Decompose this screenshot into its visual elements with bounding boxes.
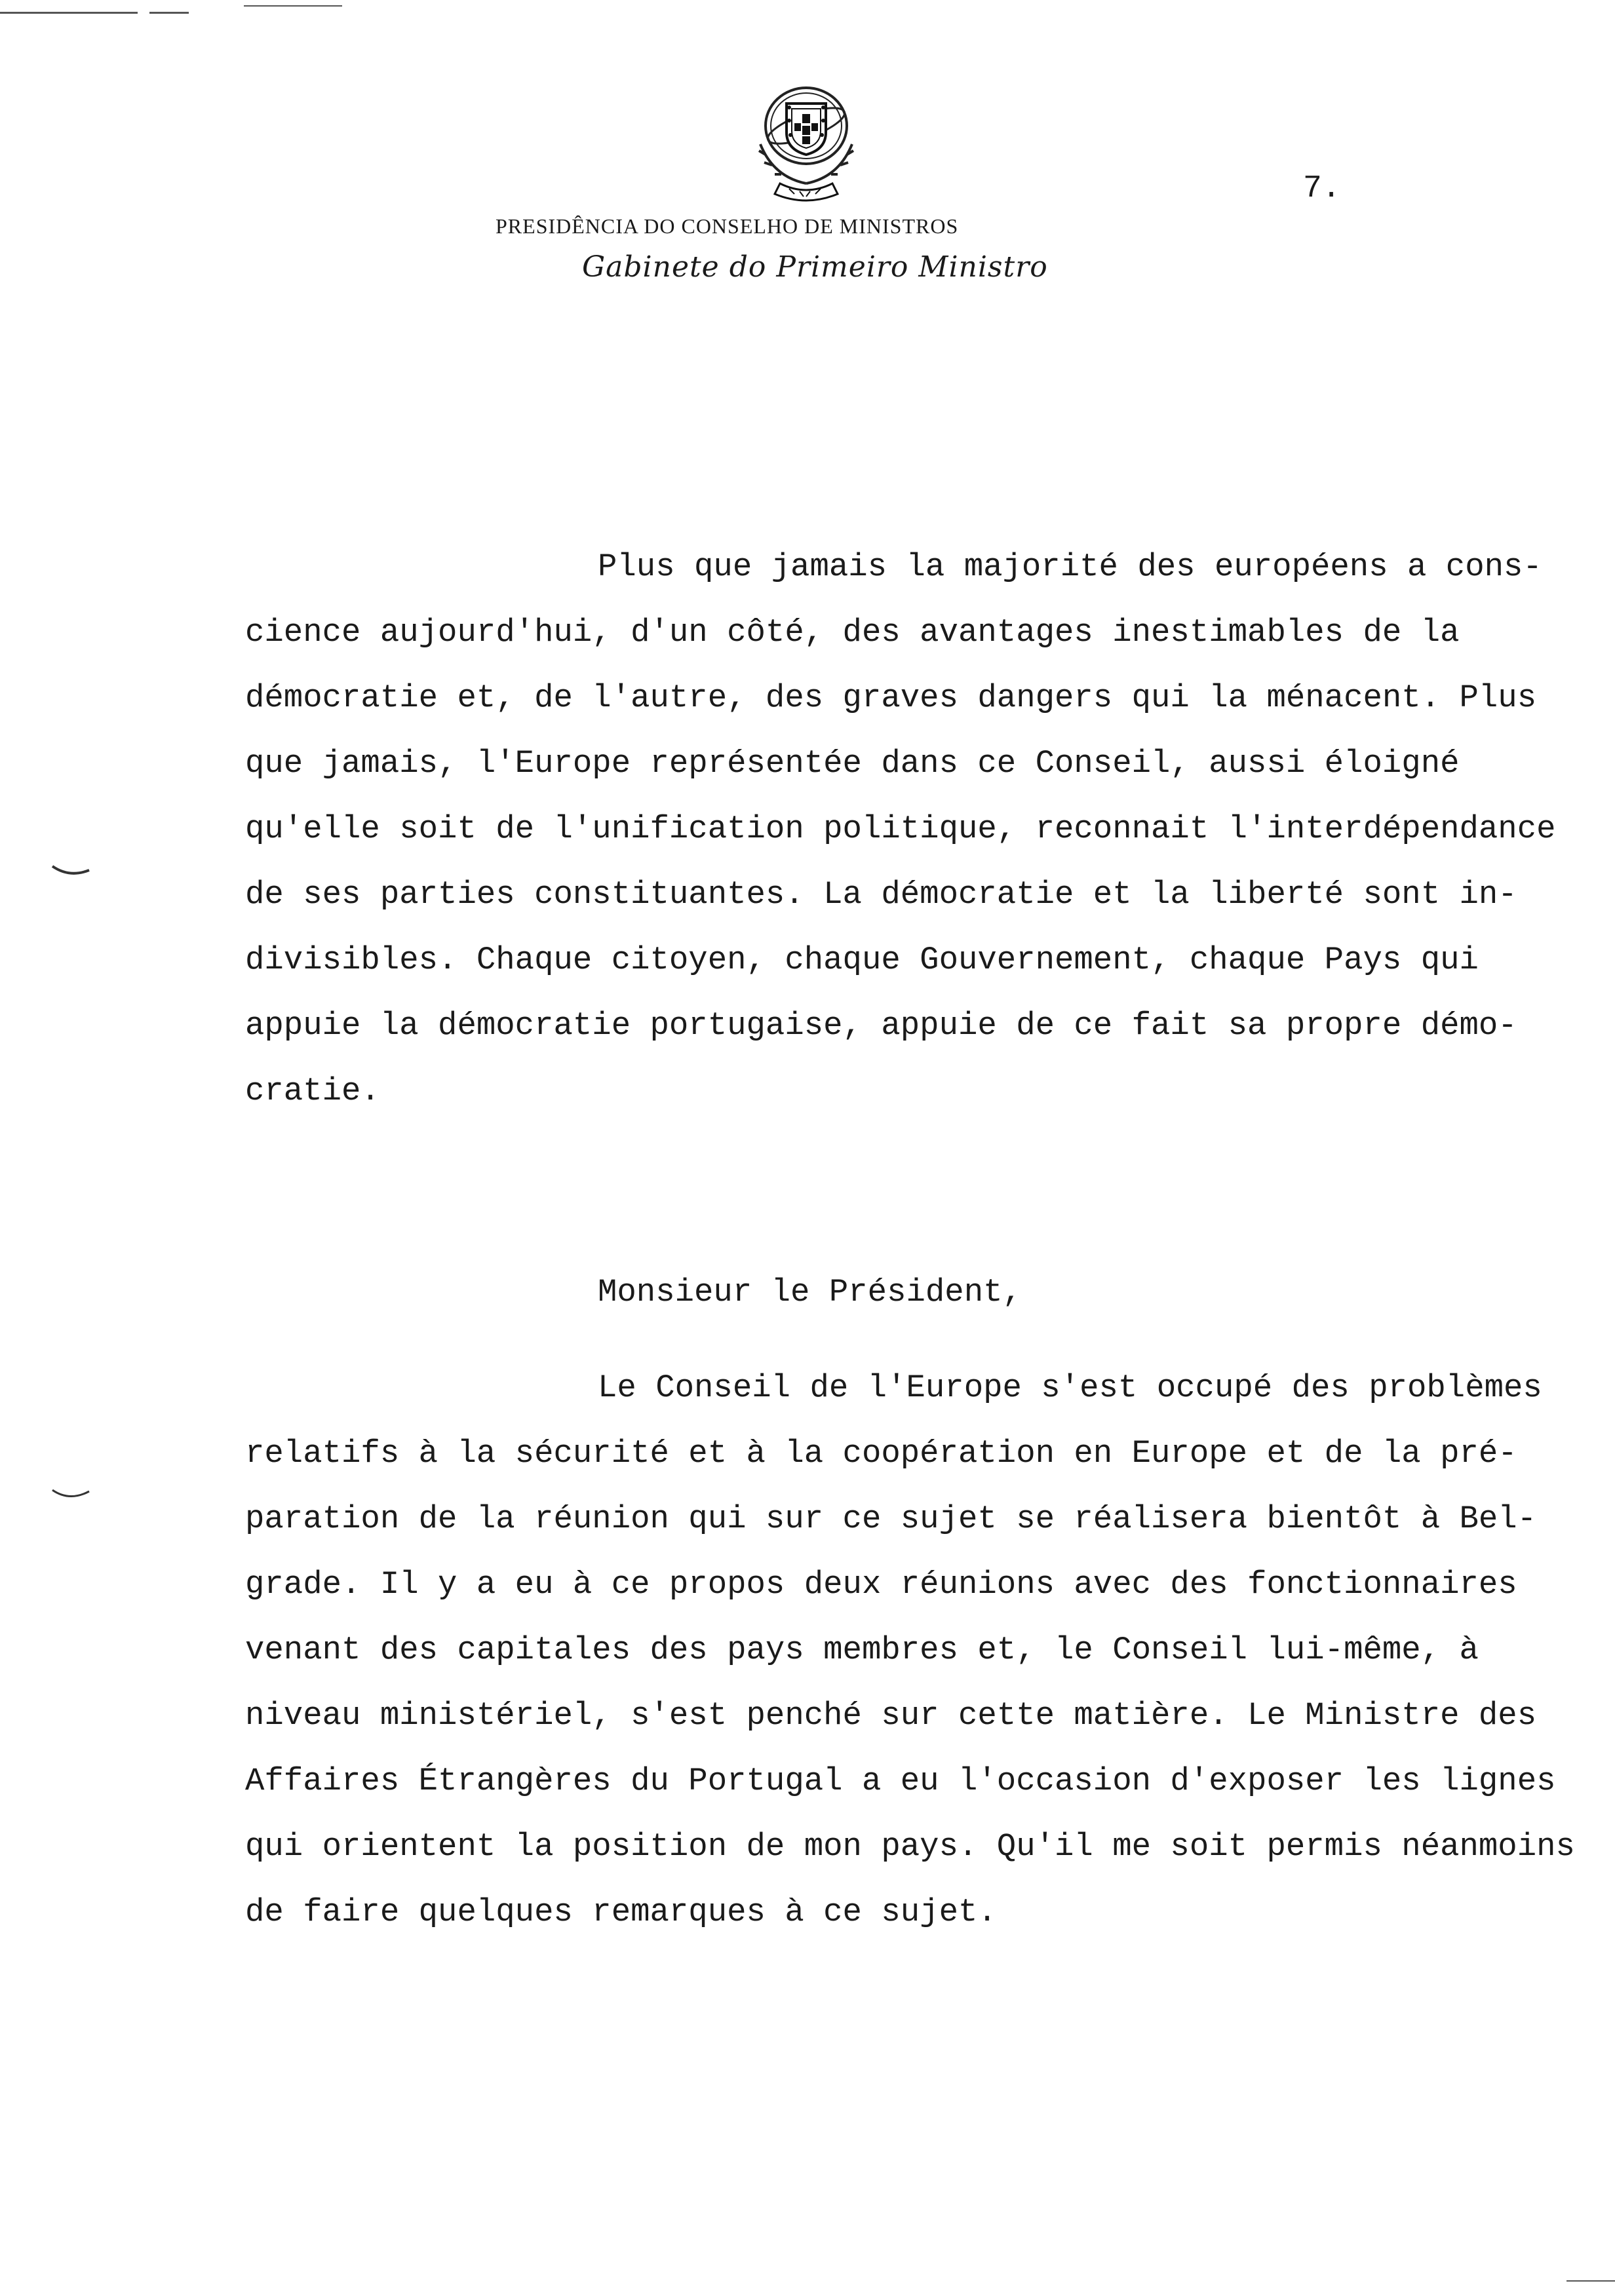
text-line: divisibles. Chaque citoyen, chaque Gouvernement, chaque Pays qui [245, 942, 1479, 978]
text-line: cratie. [245, 1073, 380, 1109]
scan-edge-mark [244, 5, 342, 7]
text-line: que jamais, l'Europe représentée dans ce Conseil, aussi éloigné [245, 745, 1460, 782]
cabinet-signature: Gabinete do Primeiro Ministro [582, 250, 1048, 284]
text-line: qu'elle soit de l'unification politique, reconnait l'interdépendance [245, 811, 1556, 847]
text-line: paration de la réunion qui sur ce sujet se réalisera bientôt à Bel- [245, 1501, 1537, 1537]
text-line: de faire quelques remarques à ce sujet. [245, 1894, 997, 1930]
text-line: démocratie et, de l'autre, des graves dangers qui la ménacent. Plus [245, 679, 1537, 716]
scan-edge-mark [0, 12, 138, 14]
margin-mark-icon [51, 1487, 90, 1503]
text-line: relatifs à la sécurité et à la coopération en Europe et de la pré- [245, 1435, 1517, 1472]
text-line: Plus que jamais la majorité des européens a cons- [598, 548, 1542, 585]
text-line: qui orientent la position de mon pays. Qu'il me soit permis néanmoins [245, 1828, 1575, 1865]
text-line: appuie la démocratie portugaise, appuie de ce fait sa propre démo- [245, 1007, 1517, 1044]
portuguese-coat-of-arms-icon [734, 79, 878, 210]
text-line: Le Conseil de l'Europe s'est occupé des problèmes [598, 1369, 1542, 1406]
text-line: Affaires Étrangères du Portugal a eu l'occasion d'exposer les lignes [245, 1763, 1556, 1799]
page-number: 7. [1303, 171, 1341, 206]
scan-edge-mark [1566, 2280, 1615, 2282]
scan-edge-mark [149, 12, 189, 14]
institution-name: PRESIDÊNCIA DO CONSELHO DE MINISTROS [496, 214, 959, 238]
margin-mark-icon [51, 864, 90, 879]
paragraph-2 [245, 1355, 1595, 1945]
text-line: grade. Il y a eu à ce propos deux réunions avec des fonctionnaires [245, 1566, 1517, 1603]
text-line: cience aujourd'hui, d'un côté, des avantages inestimables de la [245, 614, 1460, 651]
text-line: de ses parties constituantes. La démocratie et la liberté sont in- [245, 876, 1517, 913]
text-line: venant des capitales des pays membres et, le Conseil lui-même, à [245, 1632, 1479, 1668]
text-line: niveau ministériel, s'est penché sur cette matière. Le Ministre des [245, 1697, 1537, 1734]
salutation: Monsieur le Président, [598, 1274, 1022, 1311]
paragraph-1 [245, 534, 1595, 1124]
